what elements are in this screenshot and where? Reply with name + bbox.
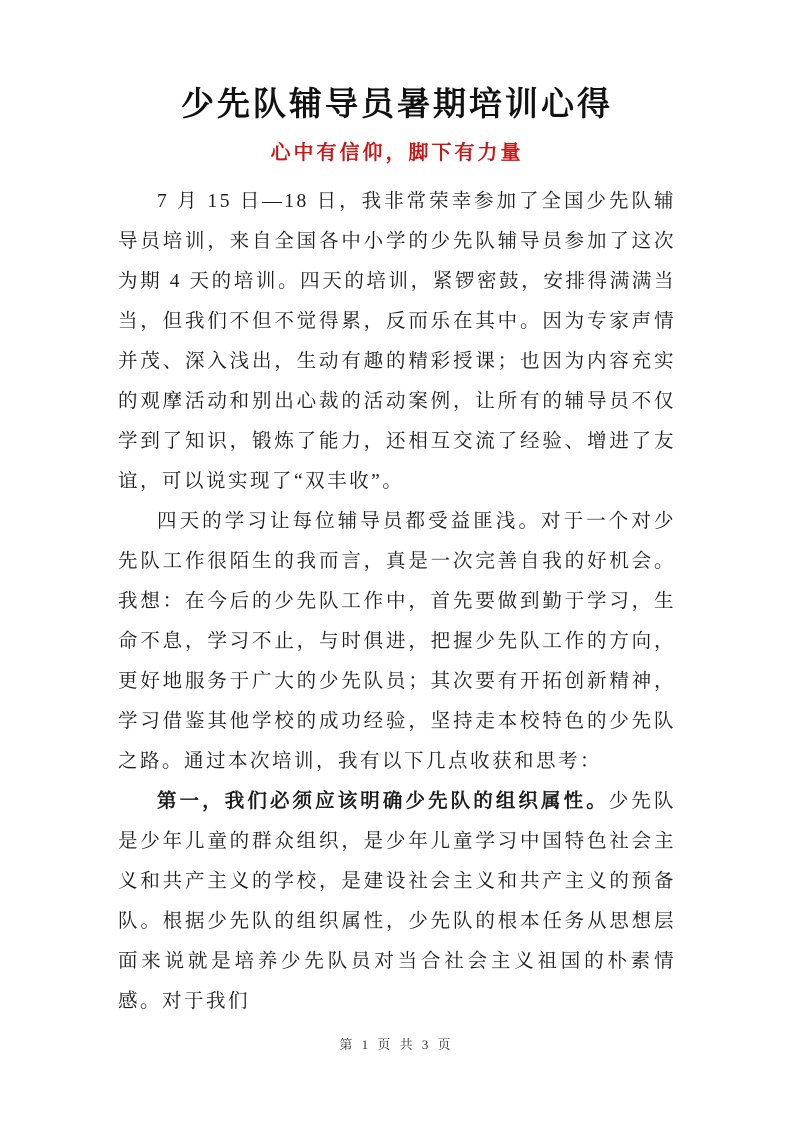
paragraph-learning-reflection: 四天的学习让每位辅导员都受益匪浅。对于一个对少先队工作很陌生的我而言，真是一次完善自我的好机会。我想：在今后的少先队工作中，首先要做到勤于学习，生命不息，学习不止，与时俱进，把握少先队工作的方向，更好地服务于广大的少先队员；其次要有开拓创新精神，学习借鉴其他学校的成功经验，坚持走本校特色的少先队之路。通过本次培训，我有以下几点收获和思考： [118, 510, 676, 772]
paragraph-first-point-bold-lead: 第一，我们必须应该明确少先队的组织属性。 [157, 790, 609, 812]
page-footer [0, 1034, 793, 1053]
document-subtitle: 心中有信仰，脚下有力量 [270, 141, 524, 164]
paragraph-first-point [118, 782, 676, 1022]
page-number-label: 第 1 页 共 3 页 [339, 1037, 454, 1052]
document-body [118, 182, 676, 1022]
paragraph-first-point-text: 少先队是少年儿童的群众组织，是少年儿童学习中国特色社会主义和共产主义的学校，是建设社会主义和共产主义的预备队。根据少先队的组织属性，少先队的根本任务从思想层面来说就是培养少先队员对当合社会主义祖国的朴素情感。对于我们 [118, 790, 676, 1012]
paragraph-training-overview: 7 月 15 日—18 日，我非常荣幸参加了全国少先队辅导员培训，来自全国各中小学的少先队辅导员参加了这次为期 4 天的培训。四天的培训，紧锣密鼓，安排得满满当当，但我们不但不觉得累，反而乐在其中。因为专家声情并茂、深入浅出，生动有趣的精彩授课；也因为内容充实的观摩活动和别出心裁的活动案例，让所有的辅导员不仅学到了知识，锻炼了能力，还相互交流了经验、增进了友谊，可以说实现了“双丰收”。 [118, 190, 676, 492]
document-title: 少先队辅导员暑期培训心得 [181, 87, 613, 123]
